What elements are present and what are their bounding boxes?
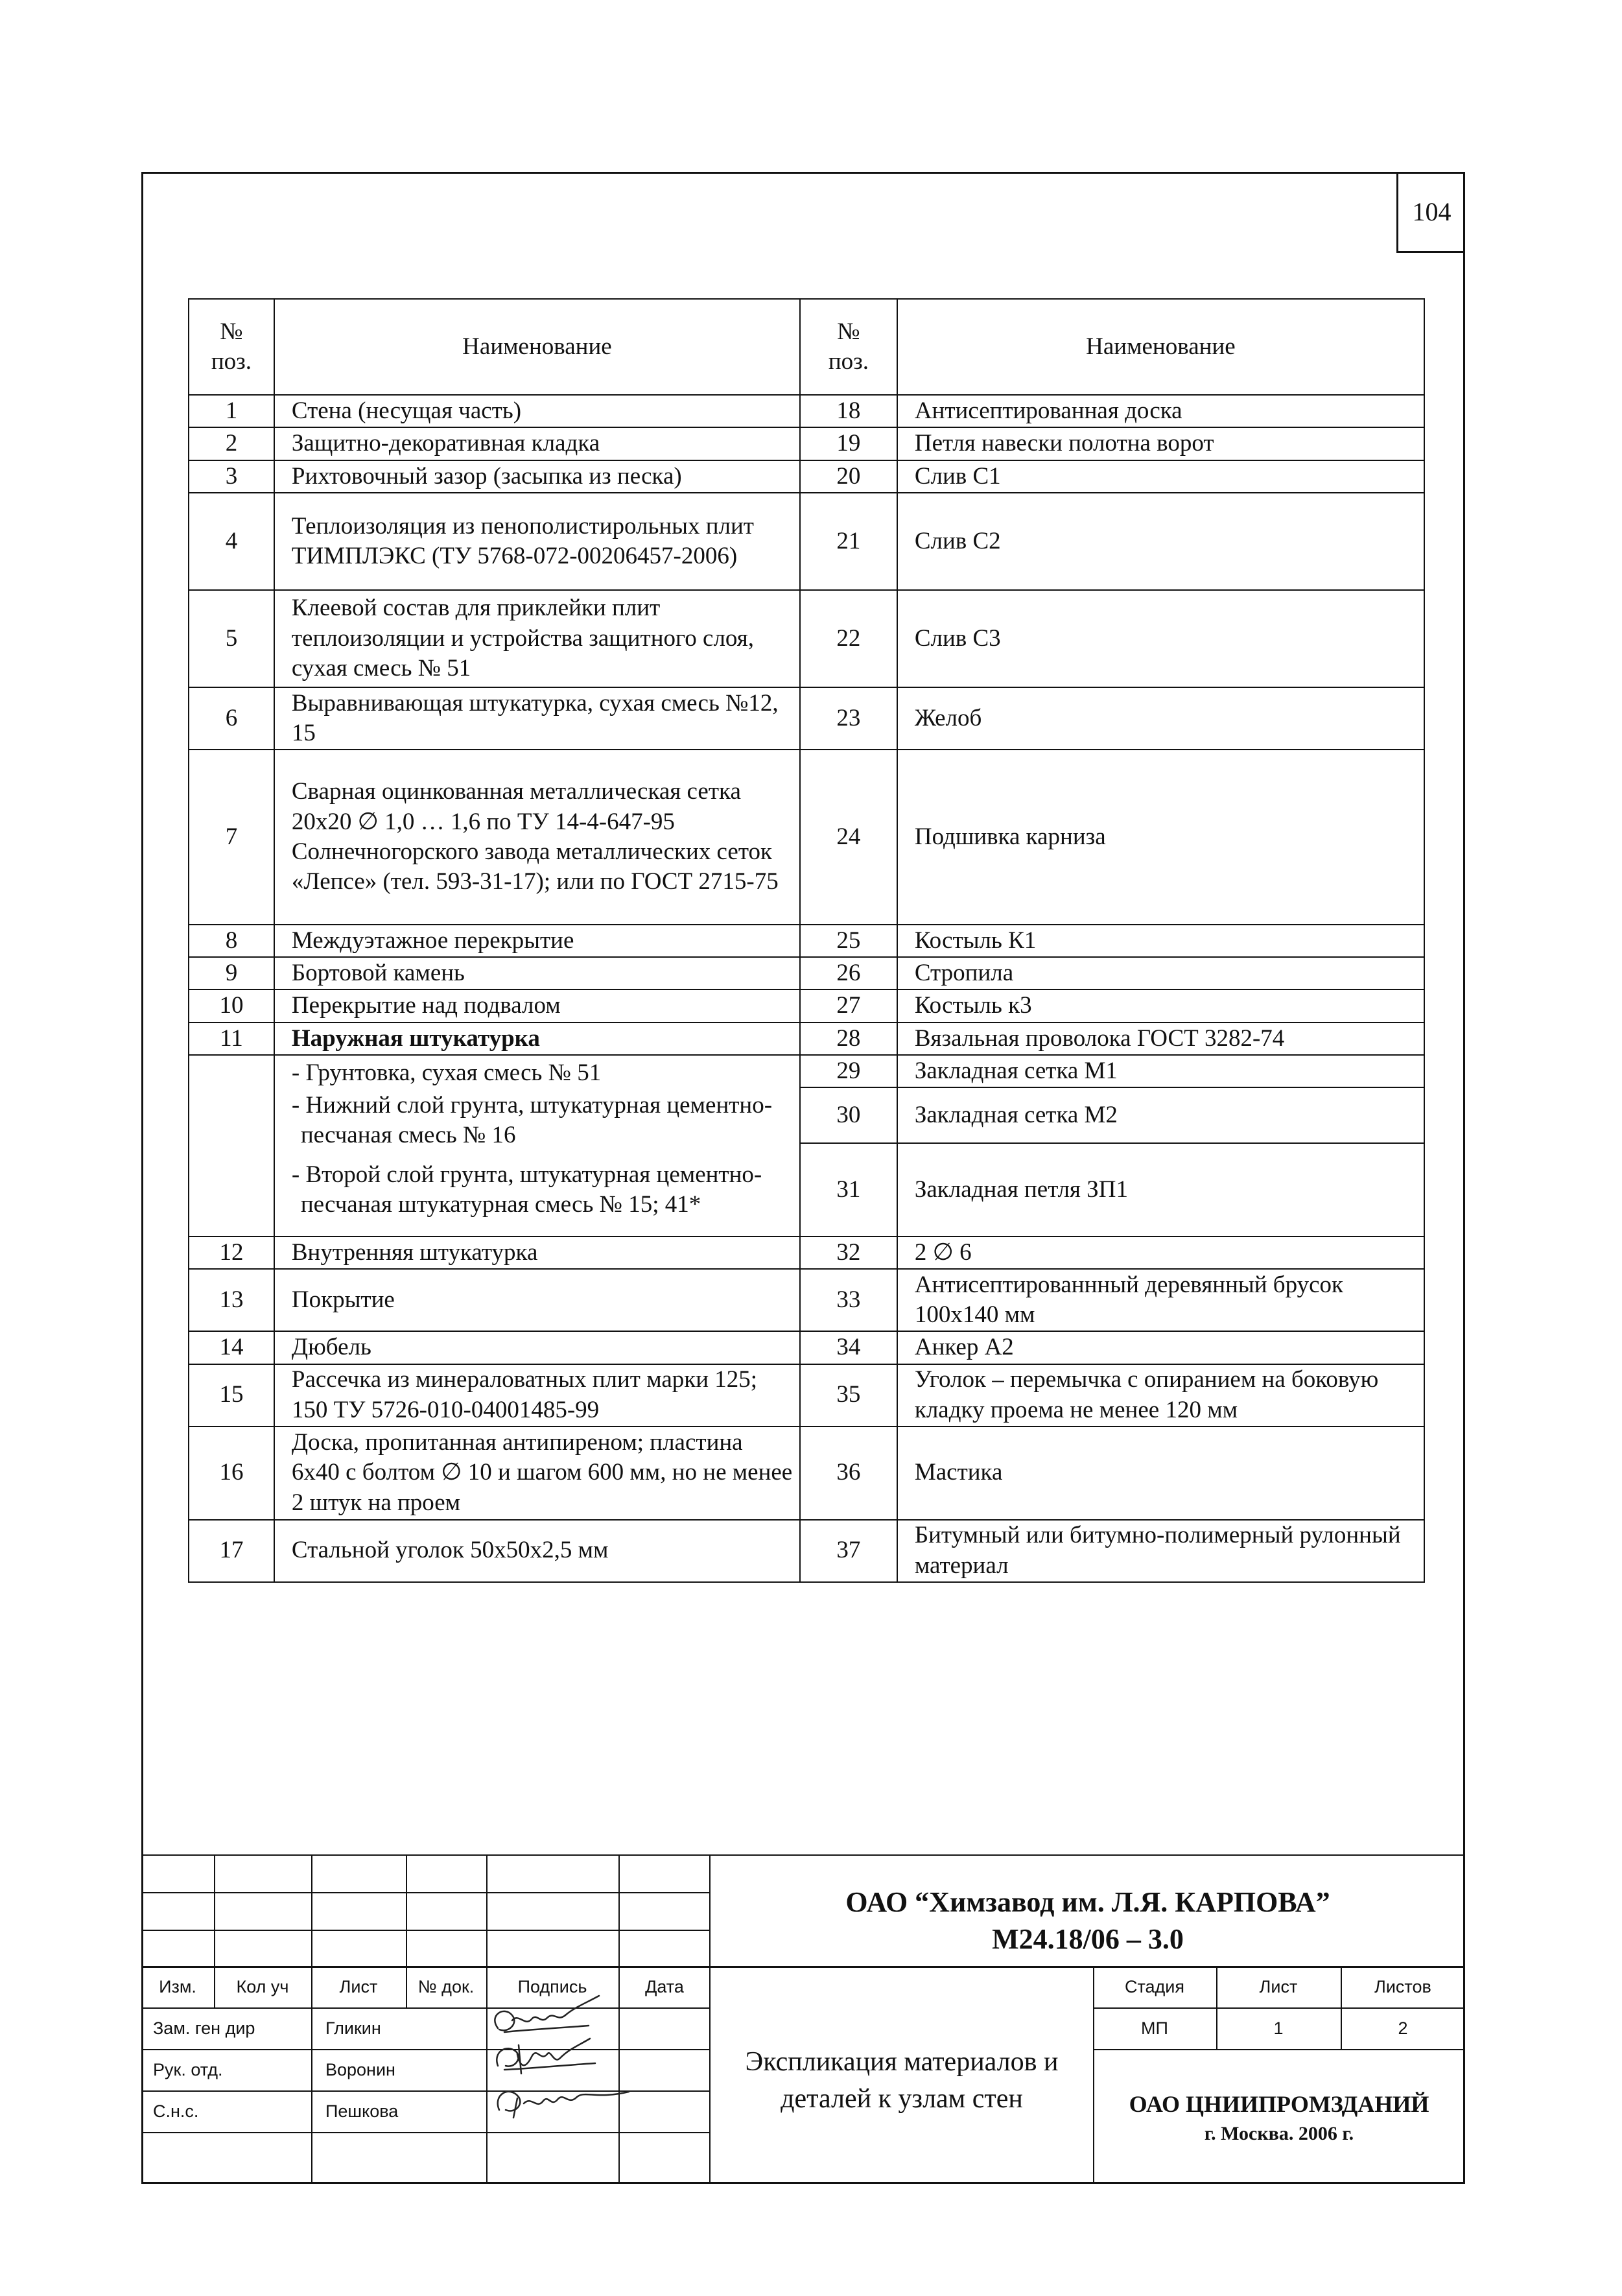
- name-cell: Стальной уголок 50х50х2,5 мм: [274, 1520, 800, 1582]
- pos-cell: 9: [189, 957, 274, 989]
- col-list: Лист: [339, 1976, 378, 1996]
- table-row: [189, 687, 1424, 750]
- table-header-row: [189, 299, 1424, 395]
- name-cell: Внутренняя штукатурка: [274, 1237, 800, 1269]
- plaster-layers-cell: [274, 1055, 800, 1237]
- table-row: [189, 590, 1424, 687]
- pos-cell: 2: [189, 427, 274, 460]
- company-city-year: г. Москва. 2006 г.: [1204, 2123, 1354, 2145]
- materials-table: [188, 298, 1425, 1583]
- name-cell: Стропила: [897, 957, 1424, 989]
- name-cell: Антисептированнный деревянный брусок 100х140 мм: [897, 1269, 1424, 1331]
- name-cell: Слив С2: [897, 493, 1424, 590]
- pos-cell: 5: [189, 590, 274, 687]
- name-cell: Слив С3: [897, 590, 1424, 687]
- plaster-layer-item: - Второй слой грунта, штукатурная цементно-песчаная штукатурная смесь № 15; 41*: [291, 1161, 762, 1218]
- table-row: [189, 1520, 1424, 1582]
- name-cell: Покрытие: [274, 1269, 800, 1331]
- name-peshkova: Пешкова: [325, 2101, 399, 2121]
- role-dept-head: Рук. отд.: [153, 2059, 223, 2079]
- pos-cell: 15: [189, 1364, 274, 1426]
- pos-cell: 33: [800, 1269, 897, 1331]
- page-number: 104: [1396, 172, 1465, 253]
- name-cell: Закладная сетка М2: [897, 1087, 1424, 1143]
- pos-cell: 23: [800, 687, 897, 750]
- header-pos-line: №: [837, 318, 860, 345]
- table-row: [189, 1023, 1424, 1055]
- pos-cell: 36: [800, 1426, 897, 1520]
- name-cell: Анкер А2: [897, 1331, 1424, 1364]
- pos-cell: 17: [189, 1520, 274, 1582]
- table-row: [189, 1237, 1424, 1269]
- name-cell: Междуэтажное перекрытие: [274, 925, 800, 957]
- sheets-label: Листов: [1374, 1976, 1431, 1996]
- pos-cell: 24: [800, 750, 897, 925]
- table-row: [189, 1055, 1424, 1087]
- name-cell: Защитно-декоративная кладка: [274, 427, 800, 460]
- col-date: Дата: [645, 1976, 684, 1996]
- header-pos-line: поз.: [211, 348, 252, 375]
- pos-cell: 4: [189, 493, 274, 590]
- pos-cell: 20: [800, 460, 897, 493]
- name-cell: Бортовой камень: [274, 957, 800, 989]
- name-cell: Петля навески полотна ворот: [897, 427, 1424, 460]
- table-row: [189, 1426, 1424, 1520]
- plaster-layer-item: - Нижний слой грунта, штукатурная цементно-песчаная смесь № 16: [291, 1092, 773, 1149]
- pos-cell: 22: [800, 590, 897, 687]
- signatures-image: [478, 1989, 641, 2138]
- name-cell: Сварная оцинкованная металлическая сетка 20х20 ∅ 1,0 … 1,6 по ТУ 14-4-647-95 Солнечногорского завода металлических сеток «Лепсе» (тел. 593-31-17); или по ГОСТ 2715-75: [274, 750, 800, 925]
- header-pos-line: №: [220, 318, 243, 345]
- name-cell: Рассечка из минераловатных плит марки 125; 150 ТУ 5726-010-04001485-99: [274, 1364, 800, 1426]
- name-cell: Слив С1: [897, 460, 1424, 493]
- company-block: [1093, 2088, 1465, 2148]
- pos-cell: 13: [189, 1269, 274, 1331]
- pos-cell: 18: [800, 395, 897, 427]
- name-cell: Теплоизоляция из пенополистирольных плит ТИМПЛЭКС (ТУ 5768-072-00206457-2006): [274, 493, 800, 590]
- name-cell: Костыль к3: [897, 989, 1424, 1022]
- table-row: [189, 395, 1424, 427]
- pos-cell: 27: [800, 989, 897, 1022]
- col-izm: Изм.: [159, 1976, 196, 1996]
- name-cell: Рихтовочный зазор (засыпка из песка): [274, 460, 800, 493]
- pos-cell: 19: [800, 427, 897, 460]
- sheet-label: Лист: [1259, 1976, 1298, 1996]
- company-name: ОАО ЦНИИПРОМЗДАНИЙ: [1129, 2091, 1429, 2117]
- pos-cell: 21: [800, 493, 897, 590]
- org-name: ОАО “Химзавод им. Л.Я. КАРПОВА”: [845, 1886, 1330, 1918]
- pos-cell: 37: [800, 1520, 897, 1582]
- pos-cell: 12: [189, 1237, 274, 1269]
- stage-label: Стадия: [1124, 1976, 1185, 1996]
- name-cell: Перекрытие над подвалом: [274, 989, 800, 1022]
- document-title: Экспликация материалов и деталей к узлам стен: [745, 2047, 1059, 2114]
- table-row: [189, 1269, 1424, 1331]
- table-row: [189, 989, 1424, 1022]
- col-doc-no: № док.: [417, 1976, 475, 1996]
- name-cell: Желоб: [897, 687, 1424, 750]
- col-signature: Подпись: [517, 1976, 587, 1996]
- name-cell: Выравнивающая штукатурка, сухая смесь №12, 15: [274, 687, 800, 750]
- table-row: [189, 460, 1424, 493]
- pos-cell: 32: [800, 1237, 897, 1269]
- plaster-layer-item: - Грунтовка, сухая смесь № 51: [291, 1059, 602, 1086]
- name-glikin: Гликин: [325, 2018, 381, 2038]
- table-row: [189, 925, 1424, 957]
- table-row: [189, 750, 1424, 925]
- pos-cell: 14: [189, 1331, 274, 1364]
- name-voronin: Воронин: [325, 2059, 395, 2079]
- pos-cell: 30: [800, 1087, 897, 1143]
- name-cell: Вязальная проволока ГОСТ 3282-74: [897, 1023, 1424, 1055]
- pos-cell-empty: [189, 1055, 274, 1237]
- name-cell: Закладная сетка М1: [897, 1055, 1424, 1087]
- pos-cell: 8: [189, 925, 274, 957]
- pos-cell: 25: [800, 925, 897, 957]
- name-cell: Стена (несущая часть): [274, 395, 800, 427]
- role-deputy-director: Зам. ген дир: [153, 2018, 255, 2038]
- pos-cell: 3: [189, 460, 274, 493]
- pos-cell: 7: [189, 750, 274, 925]
- name-cell: Мастика: [897, 1426, 1424, 1520]
- pos-cell: 1: [189, 395, 274, 427]
- pos-cell: 29: [800, 1055, 897, 1087]
- header-name-right: Наименование: [897, 299, 1424, 395]
- pos-cell: 16: [189, 1426, 274, 1520]
- header-pos-line: поз.: [828, 348, 869, 375]
- role-senior-researcher: С.н.с.: [153, 2101, 199, 2121]
- table-row: [189, 957, 1424, 989]
- pos-cell: 28: [800, 1023, 897, 1055]
- pos-cell: 34: [800, 1331, 897, 1364]
- name-cell: Уголок – перемычка с опиранием на боковую кладку проема не менее 120 мм: [897, 1364, 1424, 1426]
- name-cell: Подшивка карниза: [897, 750, 1424, 925]
- table-row: [189, 427, 1424, 460]
- sheet-value: 1: [1273, 2018, 1284, 2038]
- name-cell: Клеевой состав для приклейки плит теплоизоляции и устройства защитного слоя, сухая смесь № 51: [274, 590, 800, 687]
- name-cell: Битумный или битумно-полимерный рулонный материал: [897, 1520, 1424, 1582]
- col-kol-uch: Кол уч: [236, 1976, 289, 1996]
- name-cell: Дюбель: [274, 1331, 800, 1364]
- title-block: [141, 1854, 1465, 2184]
- name-cell: Костыль К1: [897, 925, 1424, 957]
- table-row: [189, 493, 1424, 590]
- pos-cell: 31: [800, 1143, 897, 1237]
- pos-cell: 35: [800, 1364, 897, 1426]
- drawing-code: М24.18/06 – 3.0: [992, 1923, 1184, 1956]
- header-pos-left: [189, 299, 274, 395]
- table-row: [189, 1364, 1424, 1426]
- pos-cell: 11: [189, 1023, 274, 1055]
- pos-cell: 26: [800, 957, 897, 989]
- name-cell: Закладная петля ЗП1: [897, 1143, 1424, 1237]
- pos-cell: 10: [189, 989, 274, 1022]
- table-row: [189, 1331, 1424, 1364]
- sheets-value: 2: [1398, 2018, 1408, 2038]
- header-name-left: Наименование: [274, 299, 800, 395]
- name-cell: 2 ∅ 6: [897, 1237, 1424, 1269]
- name-cell: Наружная штукатурка: [274, 1023, 800, 1055]
- pos-cell: 6: [189, 687, 274, 750]
- name-cell: Доска, пропитанная антипиреном; пластина 6х40 с болтом ∅ 10 и шагом 600 мм, но не менее 2 штук на проем: [274, 1426, 800, 1520]
- org-header: [711, 1884, 1465, 1958]
- stage-value: МП: [1141, 2018, 1168, 2038]
- name-cell: Антисептированная доска: [897, 395, 1424, 427]
- header-pos-right: [800, 299, 897, 395]
